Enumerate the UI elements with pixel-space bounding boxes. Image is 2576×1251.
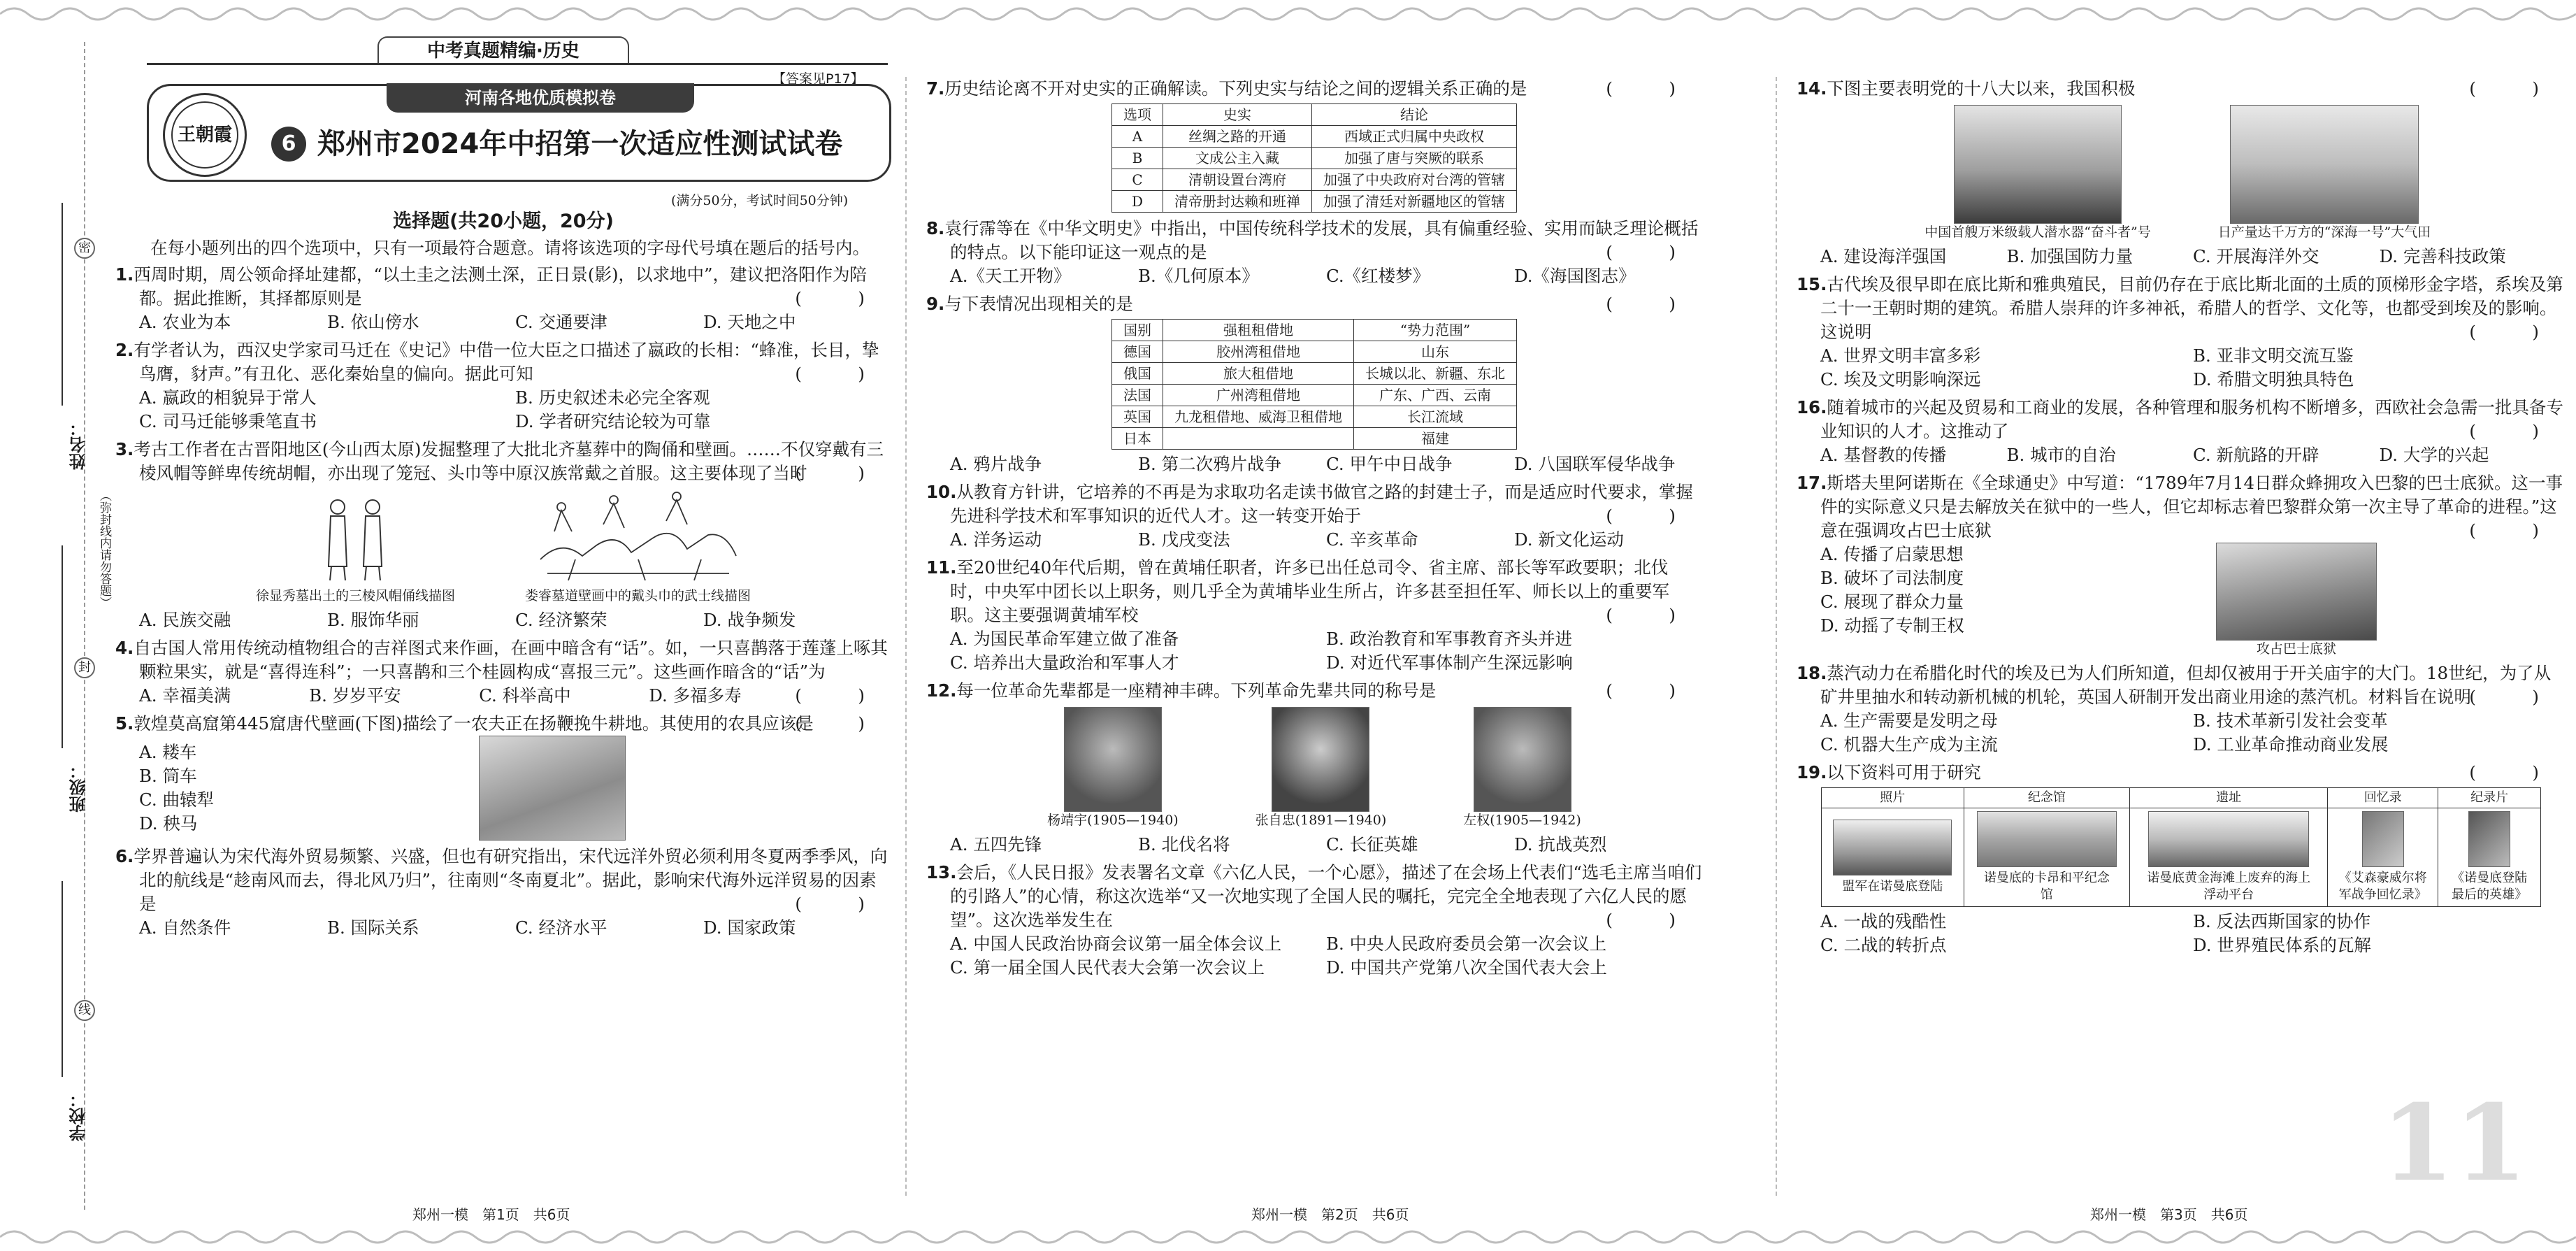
q15-option-a[interactable]: A. 世界文明丰富多彩 [1820, 345, 1981, 366]
question-14 [1797, 77, 2566, 269]
school-label: 学校： [69, 1091, 89, 1141]
q1-answer-paren[interactable]: ( ) [795, 288, 884, 308]
question-18 [1797, 662, 2566, 757]
q5-number: 5. [115, 713, 134, 734]
table-row [1112, 148, 1517, 169]
q2-option-b[interactable]: B. 历史叙述未必完全客观 [515, 387, 710, 408]
gas-platform-photo [2230, 105, 2419, 224]
table-cell: 清帝册封达赖和班禅 [1163, 191, 1312, 213]
q16-text: 随着城市的兴起及贸易和工商业的发展，各种管理和服务机构不断增多，西欧社会急需一批具备专业知识的人才。这推动了 [1820, 397, 2563, 441]
q14-number: 14. [1797, 78, 1827, 99]
q10-option-c[interactable]: C. 辛亥革命 [1326, 529, 1418, 550]
q3-caption-2: 娄睿墓道壁画中的戴头巾的武士线描图 [525, 588, 751, 603]
q2-option-d[interactable]: D. 学者研究结论较为可靠 [515, 411, 711, 431]
q4-option-a[interactable]: A. 幸福美满 [139, 685, 231, 706]
q17-caption: 攻占巴士底狱 [2256, 641, 2336, 657]
q12-option-d[interactable]: D. 抗战英烈 [1514, 834, 1607, 855]
q2-option-c[interactable]: C. 司马迁能够秉笔直书 [139, 411, 317, 431]
q19-caption: 盟军在诺曼底登陆 [1842, 879, 1943, 894]
q6-option-c[interactable]: C. 经济水平 [515, 917, 607, 938]
table-header-row [1112, 320, 1517, 341]
binding-margin [0, 42, 111, 1210]
column-3 [1797, 77, 2566, 962]
q16-option-a[interactable]: A. 基督教的传播 [1820, 445, 1947, 465]
table-cell: A [1112, 126, 1163, 148]
question-15 [1797, 273, 2566, 392]
q18-option-d[interactable]: D. 工业革命推动商业发展 [2193, 734, 2389, 755]
q6-option-b[interactable]: B. 国际关系 [327, 917, 419, 938]
q4-number: 4. [115, 638, 134, 658]
q14-option-a[interactable]: A. 建设海洋强国 [1820, 246, 1947, 266]
q1-option-b[interactable]: B. 依山傍水 [327, 312, 419, 332]
q14-caption-1: 中国首艘万米级载人潜水器“奋斗者”号 [1924, 224, 2151, 240]
q12-text: 每一位革命先辈都是一座精神丰碑。下列革命先辈共同的称号是 [956, 680, 1437, 701]
question-5 [115, 712, 891, 841]
table-cell: 德国 [1112, 341, 1163, 363]
table-cell [2438, 808, 2541, 907]
q10-option-a[interactable]: A. 洋务运动 [950, 529, 1042, 550]
q17-number: 17. [1797, 473, 1827, 493]
q2-option-a[interactable]: A. 嬴政的相貌异于常人 [139, 387, 317, 408]
q16-option-b[interactable]: B. 城市的自治 [2006, 445, 2116, 465]
question-10 [926, 480, 1702, 552]
q12-option-b[interactable]: B. 北伐名将 [1138, 834, 1230, 855]
q5-answer-paren[interactable]: ( ) [795, 713, 884, 734]
q6-number: 6. [115, 846, 134, 866]
q9-option-d[interactable]: D. 八国联军侵华战争 [1514, 454, 1676, 474]
table-cell: 丝绸之路的开通 [1163, 126, 1312, 148]
q18-option-a[interactable]: A. 生产需要是发明之母 [1820, 710, 1998, 731]
q18-number: 18. [1797, 663, 1827, 683]
q11-number: 11. [926, 557, 957, 578]
page-number-watermark: 11 [2381, 1082, 2527, 1205]
footer-page-3: 郑州一模 第3页 共6页 [2090, 1206, 2248, 1223]
class-line [62, 545, 63, 748]
q11-option-c[interactable]: C. 培养出大量政治和军事人才 [950, 652, 1179, 673]
question-12 [926, 679, 1702, 857]
memorial-photo [1977, 811, 2117, 867]
question-11 [926, 556, 1702, 675]
table-row [1112, 385, 1517, 406]
q16-option-d[interactable]: D. 大学的兴起 [2379, 445, 2489, 465]
table-header: 纪录片 [2438, 788, 2541, 808]
q13-option-c[interactable]: C. 第一届全国人民代表大会第一次会议上 [950, 957, 1265, 978]
question-7 [926, 77, 1702, 213]
question-6 [115, 845, 891, 940]
table-header-row [1822, 788, 2541, 808]
q6-answer-paren[interactable]: ( ) [795, 894, 884, 914]
question-1 [115, 263, 891, 334]
q10-option-b[interactable]: B. 戊戌变法 [1138, 529, 1230, 550]
q18-answer-paren[interactable]: ( ) [2469, 687, 2559, 707]
answer-ref: 【答案见P17】 [772, 71, 864, 87]
q3-caption-1: 徐显秀墓出土的三棱风帽俑线描图 [255, 588, 455, 603]
q11-option-a[interactable]: A. 为国民革命军建立做了准备 [950, 629, 1179, 649]
q5-option-a[interactable]: A. 耧车 [139, 742, 197, 762]
q17-option-d[interactable]: D. 动摇了专制王权 [1820, 615, 1964, 636]
q4-option-b[interactable]: B. 岁岁平安 [309, 685, 401, 706]
q6-text: 学界普遍认为宋代海外贸易频繁、兴盛，但也有研究指出，宋代远洋外贸必须利用冬夏两季季风，向北的航线是“趁南风而去，得北风乃归”，往南则“冬南夏北”。据此，影响宋代海外远洋贸易的因素是 [134, 846, 888, 914]
q9-table [1111, 319, 1517, 450]
table-cell: 俄国 [1112, 363, 1163, 385]
q8-option-d[interactable]: D.《海国图志》 [1514, 266, 1636, 286]
table-header: 选项 [1112, 104, 1163, 126]
table-cell: 日本 [1112, 428, 1163, 450]
q1-text: 西周时期，周公领命择址建都，“以土圭之法测土深，正日景(影)，以求地中”，建议把洛阳作为陪都。据此推断，其择都原则是 [134, 264, 868, 308]
table-cell: 加强了唐与突厥的联系 [1312, 148, 1517, 169]
q19-caption: 《诺曼底登陆最后的英雄》 [2452, 871, 2528, 902]
q15-option-c[interactable]: C. 埃及文明影响深远 [1820, 369, 1981, 389]
q3-text: 考古工作者在古晋阳地区(今山西太原)发掘整理了大批北齐墓葬中的陶俑和壁画。……不仅穿戴有三棱风帽等鲜卑传统胡帽，亦出现了笼冠、头巾等中原汉族常戴之首服。这主要体现了当时 [134, 439, 884, 483]
q5-option-d[interactable]: D. 秧马 [139, 813, 198, 834]
table-cell: 清朝设置台湾府 [1163, 169, 1312, 191]
table-header: “势力范围” [1354, 320, 1517, 341]
top-wave-border [0, 0, 2576, 28]
table-row [1112, 428, 1517, 450]
table-header: 照片 [1822, 788, 1964, 808]
q11-option-b[interactable]: B. 政治教育和军事教育齐头并进 [1326, 629, 1573, 649]
question-16 [1797, 396, 2566, 467]
table-cell: 法国 [1112, 385, 1163, 406]
question-2 [115, 338, 891, 434]
q13-text: 会后，《人民日报》发表署名文章《六亿人民，一个心愿》，描述了在会场上代表们“选毛主席当咱们的引路人”的心情，称这次选举“又一次地实现了全国人民的嘱托，完完全全地表现了六亿人民的愿望”。这次选举发生在 [950, 862, 1702, 930]
footer-page-1: 郑州一模 第1页 共6页 [412, 1206, 570, 1223]
beach-ruins-photo [2148, 811, 2309, 867]
q9-text: 与下表情况出现相关的是 [944, 294, 1133, 314]
q8-answer-paren[interactable]: ( ) [1606, 242, 1695, 262]
q12-answer-paren[interactable]: ( ) [1606, 680, 1695, 701]
table-header: 遗址 [2130, 788, 2328, 808]
table-cell [1822, 808, 1964, 907]
table-row [1112, 341, 1517, 363]
table-row [1112, 191, 1517, 213]
documentary-cover [2468, 811, 2510, 867]
q19-caption: 诺曼底黄金海滩上废弃的海上浮动平台 [2147, 871, 2311, 902]
q12-option-c[interactable]: C. 长征英雄 [1326, 834, 1418, 855]
table-cell: 长江流域 [1354, 406, 1517, 428]
q4-option-d[interactable]: D. 多福多寿 [649, 685, 742, 706]
table-cell [1163, 428, 1354, 450]
q3-option-c[interactable]: C. 经济繁荣 [515, 610, 607, 630]
table-cell: 长城以北、新疆、东北 [1354, 363, 1517, 385]
q2-number: 2. [115, 340, 134, 360]
q3-number: 3. [115, 439, 134, 459]
q14-option-b[interactable]: B. 加强国防力量 [2006, 246, 2134, 266]
q7-text: 历史结论离不开对史实的正确解读。下列史实与结论之间的逻辑关系正确的是 [944, 78, 1527, 99]
q18-text: 蒸汽动力在希腊化时代的埃及已为人们所知道，但却仅被用于开关庙宇的大门。18世纪，为了从矿井里抽水和转动新机械的机轮，英国人研制开发出商业用途的蒸汽机。材料旨在说明 [1820, 663, 2552, 707]
q17-figure [2216, 543, 2377, 657]
q10-answer-paren[interactable]: ( ) [1606, 506, 1695, 526]
table-cell: 旅大租借地 [1163, 363, 1354, 385]
q2-answer-paren[interactable]: ( ) [795, 364, 884, 384]
q6-option-a[interactable]: A. 自然条件 [139, 917, 231, 938]
q19-option-a[interactable]: A. 一战的残酷性 [1820, 911, 1947, 931]
portrait-caption: 张自忠(1891—1940) [1255, 813, 1387, 828]
q10-number: 10. [926, 482, 957, 502]
table-cell: 胶州湾租借地 [1163, 341, 1354, 363]
q8-option-b[interactable]: B.《几何原本》 [1138, 266, 1259, 286]
q18-option-c[interactable]: C. 机器大生产成为主流 [1820, 734, 1998, 755]
name-label: 姓名： [69, 420, 89, 470]
seal-mark-2: 封 [74, 657, 95, 678]
table-header: 纪念馆 [1964, 788, 2130, 808]
q1-option-c[interactable]: C. 交通要津 [515, 312, 607, 332]
q19-answer-paren[interactable]: ( ) [2469, 762, 2559, 782]
footer-page-2: 郑州一模 第2页 共6页 [1251, 1206, 1409, 1223]
question-8 [926, 217, 1702, 288]
region-banner: 河南各地优质模拟卷 [387, 83, 694, 113]
table-cell: 加强了中央政府对台湾的管辖 [1312, 169, 1517, 191]
table-cell: 广州湾租借地 [1163, 385, 1354, 406]
q9-number: 9. [926, 294, 945, 314]
question-13 [926, 861, 1702, 980]
table-cell [2130, 808, 2328, 907]
q15-text: 古代埃及很早即在底比斯和雅典殖民，目前仍存在于底比斯北面的土质的顶梯形金字塔，系埃及第二十一王朝时期的建筑。希腊人崇拜的许多神祇，希腊人的哲学、文化等，也都受到埃及的影响。这说明 [1820, 274, 2563, 342]
q13-option-d[interactable]: D. 中国共产党第八次全国代表大会上 [1326, 957, 1607, 978]
q14-answer-paren[interactable]: ( ) [2469, 78, 2559, 99]
q19-number: 19. [1797, 762, 1827, 782]
seal-mark-1: 密 [74, 238, 95, 259]
q13-option-b[interactable]: B. 中央人民政府委员会第一次会议上 [1326, 934, 1607, 954]
q17-option-a[interactable]: A. 传播了启蒙思想 [1820, 544, 1964, 564]
q16-number: 16. [1797, 397, 1827, 417]
table-header: 回忆录 [2328, 788, 2438, 808]
q7-answer-paren[interactable]: ( ) [1606, 78, 1695, 99]
table-row [1112, 406, 1517, 428]
table-cell: D [1112, 191, 1163, 213]
mural-line-drawing [533, 489, 743, 587]
q3-option-a[interactable]: A. 民族交融 [139, 610, 231, 630]
column-1 [115, 210, 891, 944]
q8-option-a[interactable]: A.《天工开物》 [950, 266, 1071, 286]
table-header: 史实 [1163, 104, 1312, 126]
table-cell: 广东、广西、云南 [1354, 385, 1517, 406]
q14-figure-2 [2209, 105, 2440, 241]
title-block [147, 84, 891, 182]
q12-number: 12. [926, 680, 957, 701]
bottom-wave-border [0, 1223, 2576, 1251]
q6-option-d[interactable]: D. 国家政策 [703, 917, 796, 938]
q19-table [1821, 787, 2541, 907]
q9-answer-paren[interactable]: ( ) [1606, 294, 1695, 314]
paper-title: 郑州市2024年中招第一次适应性测试试卷 [317, 128, 843, 160]
q8-text: 袁行霈等在《中华文明史》中指出，中国传统科学技术的发展，具有偏重经验、实用而缺乏理论概括的特点。以下能印证这一观点的是 [944, 218, 1699, 262]
score-time: (满分50分，考试时间50分钟) [671, 193, 849, 208]
q15-number: 15. [1797, 274, 1827, 294]
q4-answer-paren[interactable]: ( ) [795, 685, 884, 706]
section-title: 选择题(共20小题，20分) [393, 210, 614, 232]
q14-caption-2: 日产量达千万方的“深海一号”大气田 [2217, 224, 2431, 240]
q5-option-c[interactable]: C. 曲辕犁 [139, 789, 214, 810]
q18-option-b[interactable]: B. 技术革新引发社会变革 [2193, 710, 2388, 731]
q3-option-b[interactable]: B. 服饰华丽 [327, 610, 419, 630]
seal-mark-3: 线 [74, 1000, 95, 1021]
q9-option-b[interactable]: B. 第二次鸦片战争 [1138, 454, 1282, 474]
table-cell: B [1112, 148, 1163, 169]
q3-answer-paren[interactable]: ( ) [795, 463, 884, 483]
q11-text: 至20世纪40年代后期，曾在黄埔任职者，许多已出任总司令、省主席、部长等军政要职；北伐时，中央军中团长以上职务，则几乎全为黄埔毕业生所占，许多甚至担任军、师长以上的重要军职。这主要强调黄埔军校 [950, 557, 1669, 625]
table-row [1112, 169, 1517, 191]
q7-number: 7. [926, 78, 945, 99]
q14-option-c[interactable]: C. 开展海洋外交 [2193, 246, 2319, 266]
figurine-line-drawing [313, 489, 397, 587]
table-cell: C [1112, 169, 1163, 191]
portrait-zhang-zizhong [1255, 707, 1387, 829]
q1-number: 1. [115, 264, 134, 285]
q4-text: 自古国人常用传统动植物组合的吉祥图式来作画，在画中暗含有“话”。如，一只喜鹊落于莲蓬上啄其颗粒果实，就是“喜得连科”；一只喜鹊和三个桂圆构成“喜报三元”。这些画作暗含的“话”为 [134, 638, 888, 682]
q19-caption: 诺曼底的卡昂和平纪念馆 [1983, 871, 2110, 902]
bastille-painting [2216, 543, 2377, 641]
q14-figure-1 [1922, 105, 2153, 241]
q10-text: 从教育方针讲，它培养的不再是为求取功名走读书做官之路的封建士子，而是适应时代要求，掌握先进科学技术和军事知识的近代人才。这一转变开始于 [950, 482, 1693, 526]
q4-option-c[interactable]: C. 科举高中 [479, 685, 571, 706]
q11-answer-paren[interactable]: ( ) [1606, 605, 1695, 625]
q17-option-b[interactable]: B. 破坏了司法制度 [1820, 568, 1964, 588]
q17-answer-paren[interactable]: ( ) [2469, 520, 2559, 541]
q3-figure-1 [256, 489, 455, 604]
question-9 [926, 292, 1702, 476]
q14-text: 下图主要表明党的十八大以来，我国积极 [1827, 78, 2136, 99]
portrait-caption: 杨靖宇(1905—1940) [1047, 813, 1179, 828]
q12-option-a[interactable]: A. 五四先锋 [950, 834, 1042, 855]
table-header-row [1112, 104, 1517, 126]
table-row [1112, 363, 1517, 385]
portrait-zuo-quan [1463, 707, 1581, 829]
table-cell: 山东 [1354, 341, 1517, 363]
table-cell [1964, 808, 2130, 907]
table-cell: 西域正式归属中央政权 [1312, 126, 1517, 148]
q8-number: 8. [926, 218, 945, 238]
table-row [1112, 126, 1517, 148]
column-divider-2 [1776, 77, 1777, 1196]
table-row [1822, 808, 2541, 907]
instruction: 在每小题列出的四个选项中，只有一项最符合题意。请将该选项的字母代号填在题后的括号内。 [150, 238, 870, 258]
q19-option-d[interactable]: D. 世界殖民体系的瓦解 [2193, 935, 2371, 955]
header-rule [147, 63, 888, 65]
question-17 [1797, 471, 2566, 657]
q15-answer-paren[interactable]: ( ) [2469, 322, 2559, 342]
school-line [62, 881, 63, 1077]
table-header: 国别 [1112, 320, 1163, 341]
table-cell: 九龙租借地、威海卫租借地 [1163, 406, 1354, 428]
table-header: 强租租借地 [1163, 320, 1354, 341]
table-cell [2328, 808, 2438, 907]
q11-option-d[interactable]: D. 对近代军事体制产生深远影响 [1326, 652, 1573, 673]
q9-option-a[interactable]: A. 鸦片战争 [950, 454, 1042, 474]
submersible-photo [1954, 105, 2122, 224]
q16-answer-paren[interactable]: ( ) [2469, 421, 2559, 441]
table-cell: 加强了清廷对新疆地区的管辖 [1312, 191, 1517, 213]
paper-number-badge: 6 [271, 127, 306, 162]
q10-option-d[interactable]: D. 新文化运动 [1514, 529, 1624, 550]
q5-text: 敦煌莫高窟第445窟唐代壁画(下图)描绘了一农夫正在扬鞭挽牛耕地。其使用的农具应该是 [134, 713, 814, 734]
q7-table [1111, 103, 1517, 213]
logo: 王朝霞 [163, 93, 247, 177]
q1-option-a[interactable]: A. 农业为本 [139, 312, 231, 332]
portrait-yang-jingyu [1047, 707, 1179, 829]
q19-text: 以下资料可用于研究 [1827, 762, 1981, 782]
q17-option-c[interactable]: C. 展现了群众力量 [1820, 592, 1964, 612]
question-4 [115, 636, 891, 708]
q15-option-b[interactable]: B. 亚非文明交流互鉴 [2193, 345, 2354, 366]
q5-option-b[interactable]: B. 筒车 [139, 766, 197, 786]
q3-option-d[interactable]: D. 战争频发 [703, 610, 796, 630]
seal-hint: （弥封线内请勿答题） [97, 489, 111, 608]
table-cell: 文成公主入藏 [1163, 148, 1312, 169]
q16-option-c[interactable]: C. 新航路的开辟 [2193, 445, 2319, 465]
column-2 [926, 77, 1702, 984]
q1-option-d[interactable]: D. 天地之中 [703, 312, 796, 332]
table-cell: 福建 [1354, 428, 1517, 450]
q13-answer-paren[interactable]: ( ) [1606, 910, 1695, 930]
q2-text: 有学者认为，西汉史学家司马迁在《史记》中借一位大臣之口描述了嬴政的长相：“蜂准，长目，挚鸟膺，豺声。”有丑化、恶化秦始皇的偏向。据此可知 [134, 340, 879, 384]
landing-photo [1833, 820, 1952, 875]
q9-option-c[interactable]: C. 甲午中日战争 [1326, 454, 1453, 474]
column-divider-1 [905, 77, 907, 1196]
q19-option-c[interactable]: C. 二战的转折点 [1820, 935, 1947, 955]
name-line [62, 203, 63, 406]
q3-figure-2 [525, 489, 751, 604]
memoir-book-cover [2362, 811, 2404, 867]
q17-text: 斯塔夫里阿诺斯在《全球通史》中写道：“1789年7月14日群众蜂拥攻入巴黎的巴士底狱。这一事件的实际意义只是去解放关在狱中的一些人，但它却标志着巴黎群众第一次主导了革命的进程。”这意在强调攻占巴士底狱 [1820, 473, 2563, 541]
q14-option-d[interactable]: D. 完善科技政策 [2379, 246, 2506, 266]
table-header: 结论 [1312, 104, 1517, 126]
question-19 [1797, 761, 2566, 957]
dunhuang-mural-image [479, 736, 626, 841]
q19-caption: 《艾森豪威尔将军战争回忆录》 [2338, 871, 2427, 902]
q15-option-d[interactable]: D. 希腊文明独具特色 [2193, 369, 2354, 389]
q13-option-a[interactable]: A. 中国人民政治协商会议第一届全体会议上 [950, 934, 1282, 954]
series-title: 中考真题精编·历史 [377, 36, 629, 64]
portrait-caption: 左权(1905—1942) [1463, 813, 1581, 828]
table-cell: 英国 [1112, 406, 1163, 428]
q8-option-c[interactable]: C.《红楼梦》 [1326, 266, 1430, 286]
question-3 [115, 438, 891, 632]
q19-option-b[interactable]: B. 反法西斯国家的协作 [2193, 911, 2371, 931]
class-label: 班级： [69, 762, 89, 813]
q13-number: 13. [926, 862, 957, 882]
